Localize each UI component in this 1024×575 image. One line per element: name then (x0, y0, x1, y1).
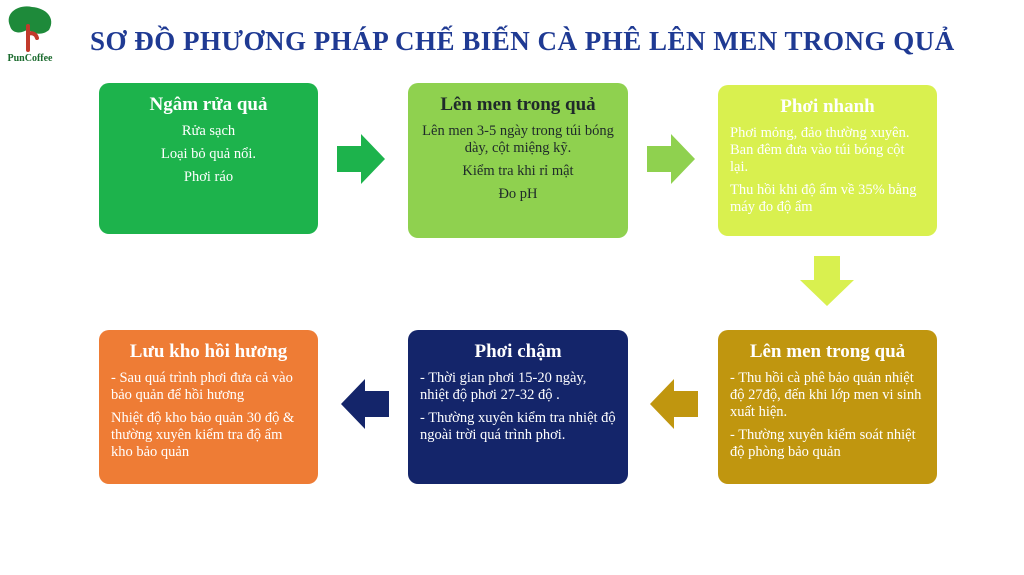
step-heading: Lưu kho hồi hương (129, 341, 288, 362)
step-line: Phơi ráo (183, 169, 234, 185)
step-line: Đo pH (498, 186, 538, 202)
step-line: - Thu hồi cà phê bảo quản nhiệt độ 27độ, đến khi lớp men vi sinh xuất hiện. (730, 370, 922, 420)
arrow-down-icon (800, 256, 854, 306)
step-heading: Lên men trong quả (440, 94, 596, 115)
step-line: Thu hồi khi độ ẩm về 35% bằng máy đo độ ẩm (730, 182, 917, 215)
step-line: Rửa sạch (181, 123, 236, 139)
step-len-men-trong-qua-1 (408, 83, 628, 238)
step-line: - Thời gian phơi 15-20 ngày, nhiệt độ phơi 27-32 độ . (420, 370, 587, 403)
puncoffee-logo (2, 4, 58, 66)
step-heading: Phơi chậm (474, 341, 562, 362)
step-line: Kiểm tra khi rỉ mật (462, 163, 574, 179)
step-line: - Thường xuyên kiểm soát nhiệt độ phòng bảo quản (730, 427, 916, 460)
step-line: Lên men 3-5 ngày trong túi bóng dày, cột miệng kỹ. (422, 123, 614, 156)
arrow-left-icon (650, 379, 698, 429)
step-heading: Lên men trong quả (749, 341, 906, 362)
arrow-left-icon (341, 379, 389, 429)
coffee-tree-icon (2, 4, 58, 52)
step-phoi-nhanh (718, 85, 937, 236)
step-line: Phơi mỏng, đảo thường xuyên. Ban đêm đưa vào túi bóng cột lại. (730, 125, 910, 175)
step-heading: Phơi nhanh (780, 96, 875, 117)
step-line: - Sau quá trình phơi đưa cả vào bảo quản để hồi hương (111, 370, 293, 403)
step-line: Loại bỏ quả nổi. (160, 146, 257, 162)
step-luu-kho-hoi-huong (99, 330, 318, 484)
step-heading: Ngâm rửa quả (149, 94, 268, 115)
step-line: Nhiệt độ kho bảo quản 30 độ & thường xuyên kiểm tra độ ẩm kho bảo quản (111, 410, 295, 460)
arrow-right-icon (337, 134, 387, 184)
step-ngam-rua-qua (99, 83, 318, 234)
arrow-right-icon (647, 134, 697, 184)
step-line: - Thường xuyên kiểm tra nhiệt độ ngoài trời quá trình phơi. (420, 410, 616, 443)
page-title: SƠ ĐỒ PHƯƠNG PHÁP CHẾ BIẾN CÀ PHÊ LÊN MEN TRONG QUẢ (90, 26, 955, 56)
logo-text: PunCoffee (7, 53, 53, 64)
step-phoi-cham (408, 330, 628, 484)
step-len-men-trong-qua-2 (718, 330, 937, 484)
